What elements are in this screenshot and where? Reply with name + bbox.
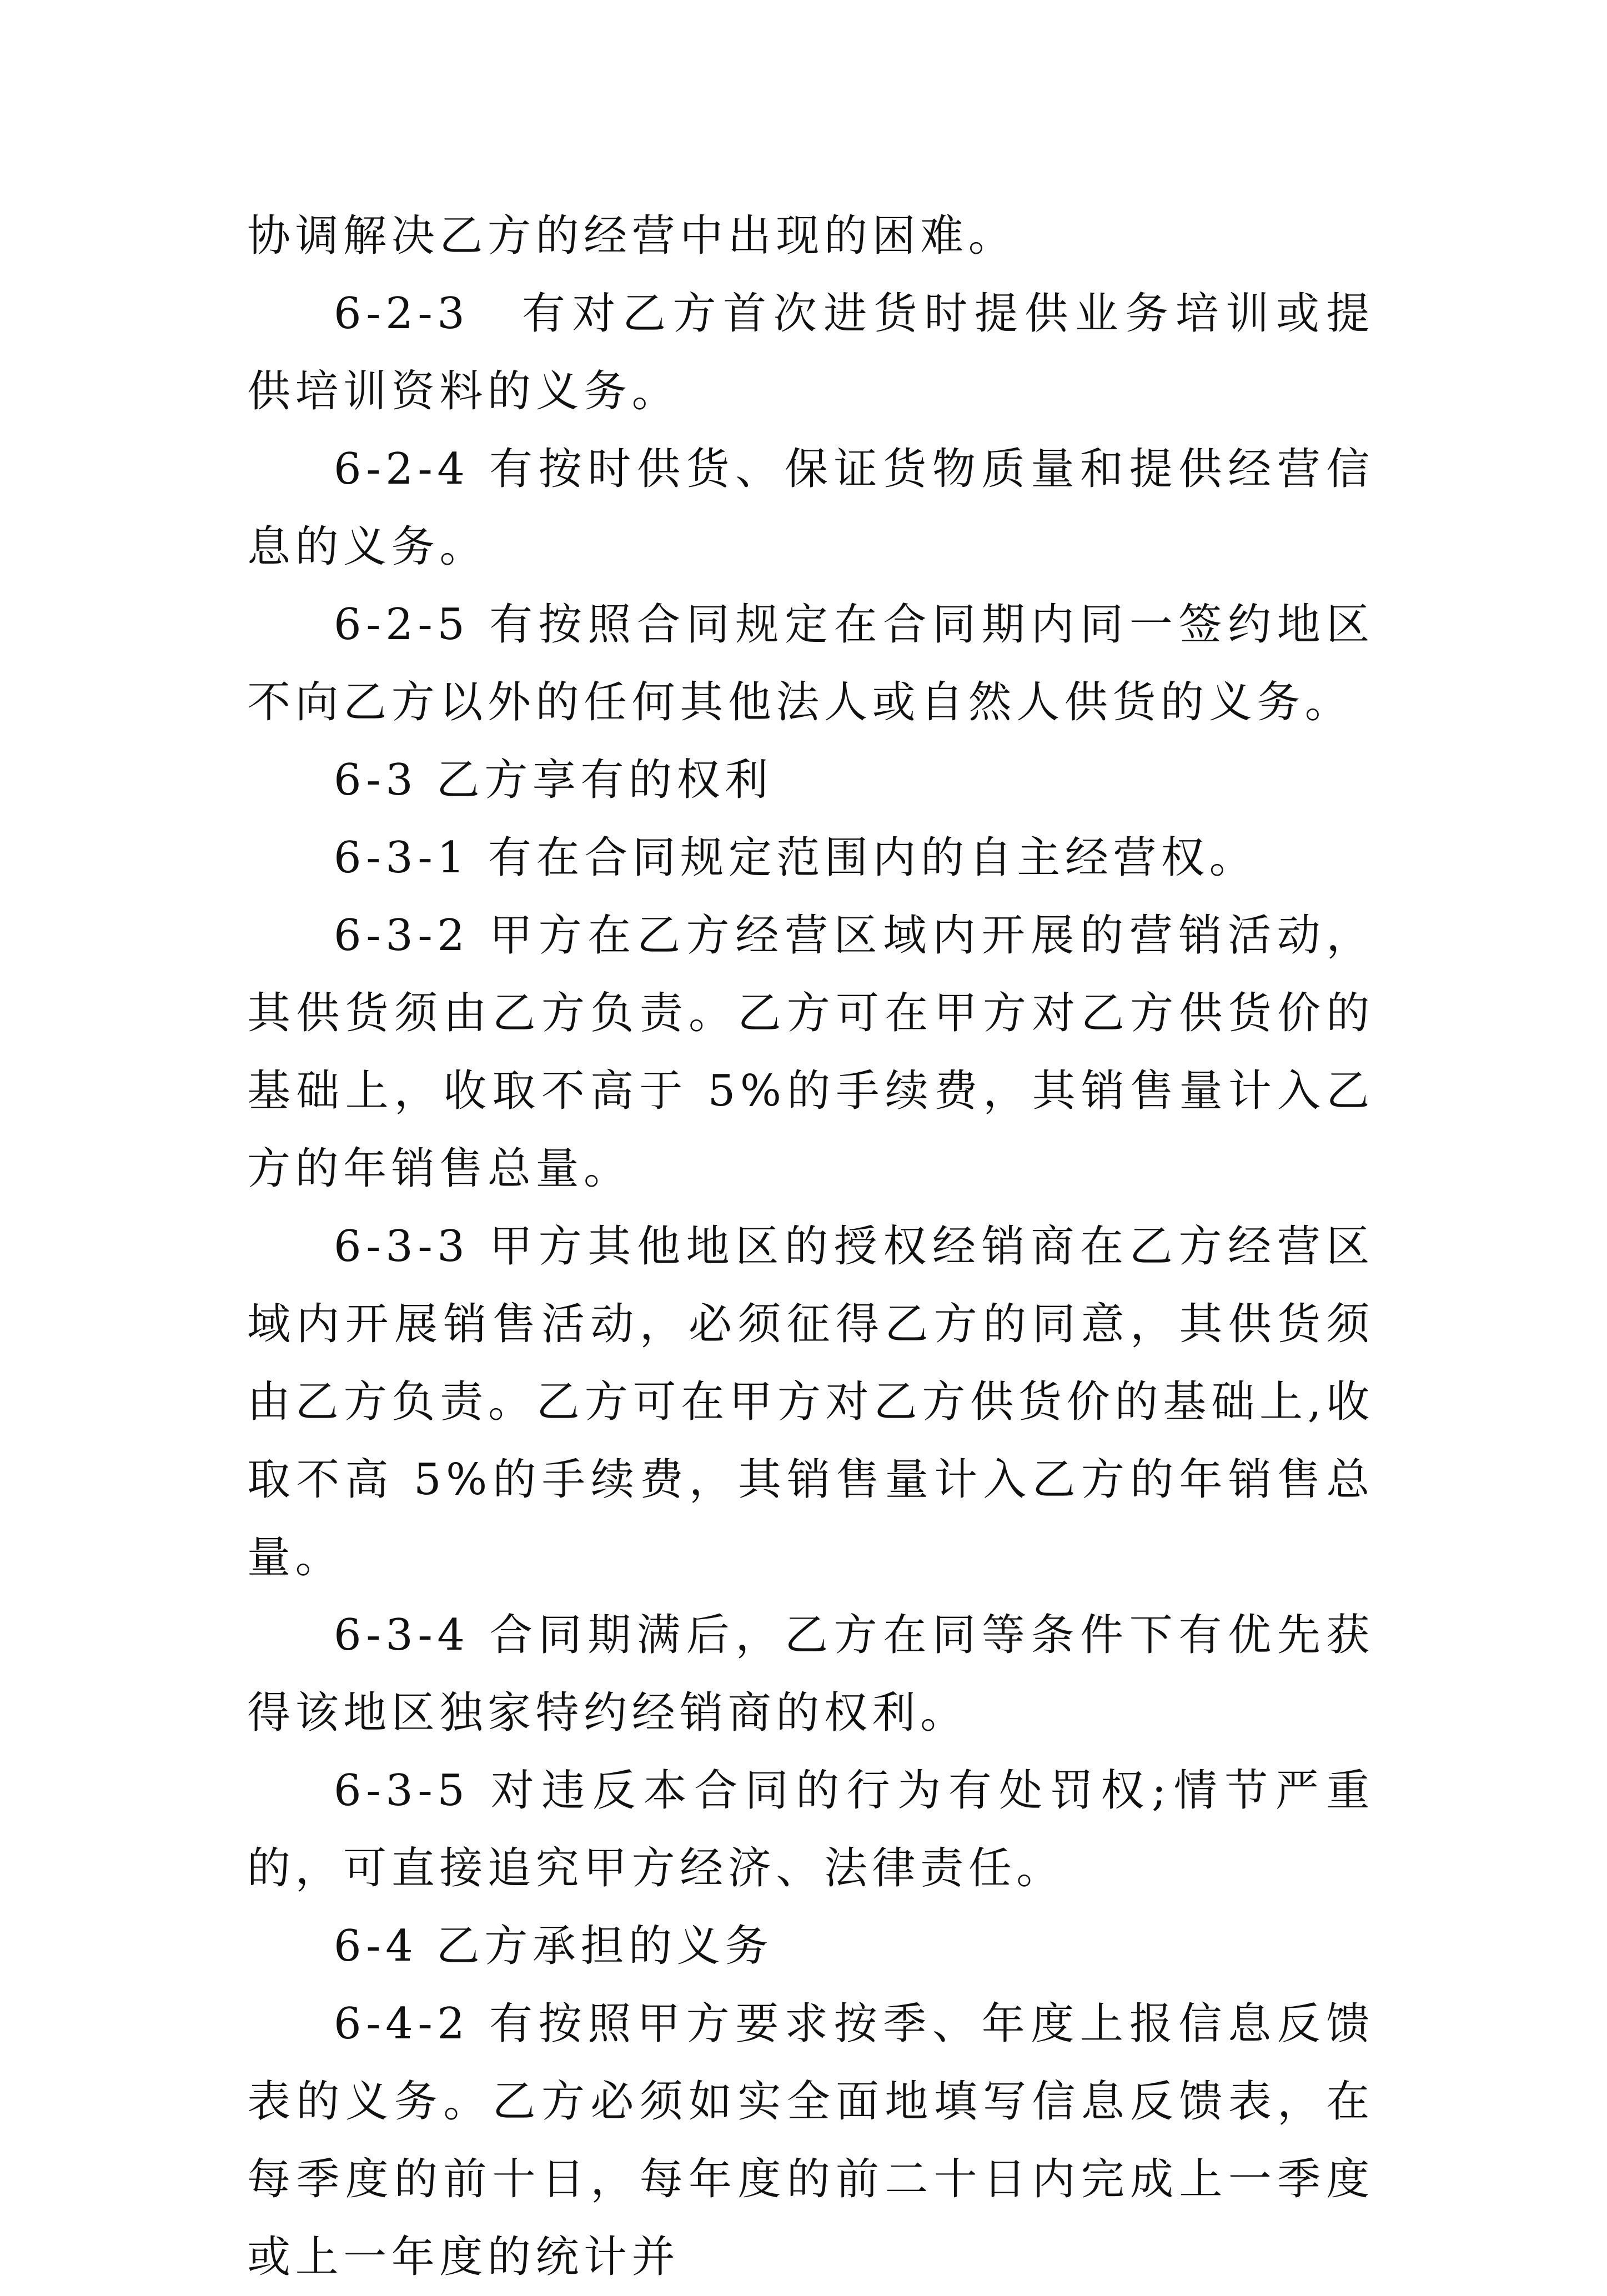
section-heading-6-3: 6-3 乙方享有的权利 xyxy=(334,755,773,805)
clause-6-4-2: 6-4-2 有按照甲方要求按季、年度上报信息反馈表的义务。乙方必须如实全面地填写信息反馈表，在每季度的前十日，每年度的前二十日内完成上一季度或上一年度的统计并 xyxy=(247,1999,1374,2282)
clause-6-3-4: 6-3-4 合同期满后，乙方在同等条件下有优先获得该地区独家特约经销商的权利。 xyxy=(247,1610,1374,1738)
clause-6-2-4: 6-2-4 有按时供货、保证货物质量和提供经营信息的义务。 xyxy=(247,444,1374,572)
clause-6-3-3: 6-3-3 甲方其他地区的授权经销商在乙方经营区域内开展销售活动，必须征得乙方的同意，其供货须由乙方负责。乙方可在甲方对乙方供货价的基础上,收取不高 5%的手续费，其销售量计入乙方的年销售总量。 xyxy=(247,1222,1374,1582)
section-heading-6-4: 6-4 乙方承担的义务 xyxy=(334,1921,773,1971)
clause-6-3-5: 6-3-5 对违反本合同的行为有处罚权;情节严重的，可直接追究甲方经济、法律责任。 xyxy=(247,1766,1374,1893)
clause-6-2-5: 6-2-5 有按照合同规定在合同期内同一签约地区不向乙方以外的任何其他法人或自然人供货的义务。 xyxy=(247,600,1374,727)
clause-6-2-3: 6-2-3 有对乙方首次进货时提供业务培训或提供培训资料的义务。 xyxy=(247,289,1374,416)
document-body xyxy=(247,197,1374,2296)
clause-6-3-1: 6-3-1 有在合同规定范围内的自主经营权。 xyxy=(334,833,1258,883)
paragraph-continuation: 协调解决乙方的经营中出现的困难。 xyxy=(247,211,1017,261)
clause-6-3-2: 6-3-2 甲方在乙方经营区域内开展的营销活动，其供货须由乙方负责。乙方可在甲方对乙方供货价的基础上，收取不高于 5%的手续费，其销售量计入乙方的年销售总量。 xyxy=(247,911,1374,1194)
